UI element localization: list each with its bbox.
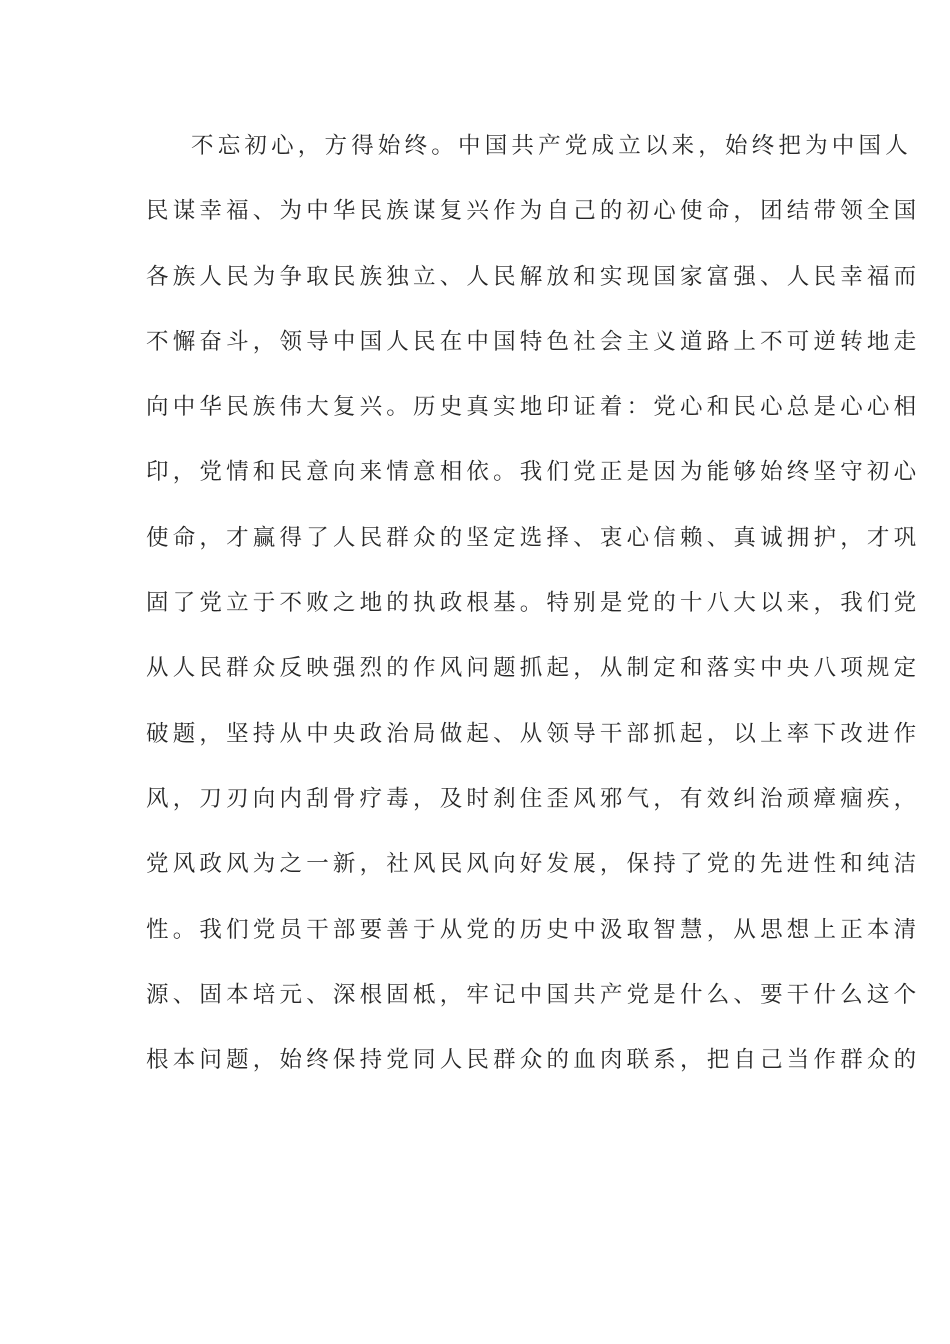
text-line: 源、固本培元、深根固柢，牢记中国共产党是什么、要干什么这个	[146, 981, 921, 1008]
text-line: 民谋幸福、为中华民族谋复兴作为自己的初心使命，团结带领全国	[146, 198, 921, 225]
text-line: 使命，才赢得了人民群众的坚定选择、衷心信赖、真诚拥护，才巩	[146, 524, 921, 551]
text-line: 固了党立于不败之地的执政根基。特别是党的十八大以来，我们党	[146, 590, 921, 617]
text-line: 不懈奋斗，领导中国人民在中国特色社会主义道路上不可逆转地走	[146, 328, 921, 355]
text-line: 性。我们党员干部要善于从党的历史中汲取智慧，从思想上正本清	[146, 916, 921, 943]
text-line: 从人民群众反映强烈的作风问题抓起，从制定和落实中央八项规定	[146, 655, 921, 682]
text-line: 不忘初心，方得始终。中国共产党成立以来，始终把为中国人	[191, 133, 912, 159]
text-line: 风，刀刃向内刮骨疗毒，及时刹住歪风邪气，有效纠治顽瘴痼疾，	[146, 785, 921, 812]
text-line: 向中华民族伟大复兴。历史真实地印证着：党心和民心总是心心相	[146, 394, 921, 421]
text-line: 破题，坚持从中央政治局做起、从领导干部抓起，以上率下改进作	[146, 720, 921, 747]
text-line: 根本问题，始终保持党同人民群众的血肉联系，把自己当作群众的	[146, 1047, 921, 1074]
text-line: 各族人民为争取民族独立、人民解放和实现国家富强、人民幸福而	[146, 263, 921, 290]
body-paragraph	[146, 124, 920, 1103]
text-line: 党风政风为之一新，社风民风向好发展，保持了党的先进性和纯洁	[146, 851, 921, 878]
text-line: 印，党情和民意向来情意相依。我们党正是因为能够始终坚守初心	[146, 459, 921, 486]
